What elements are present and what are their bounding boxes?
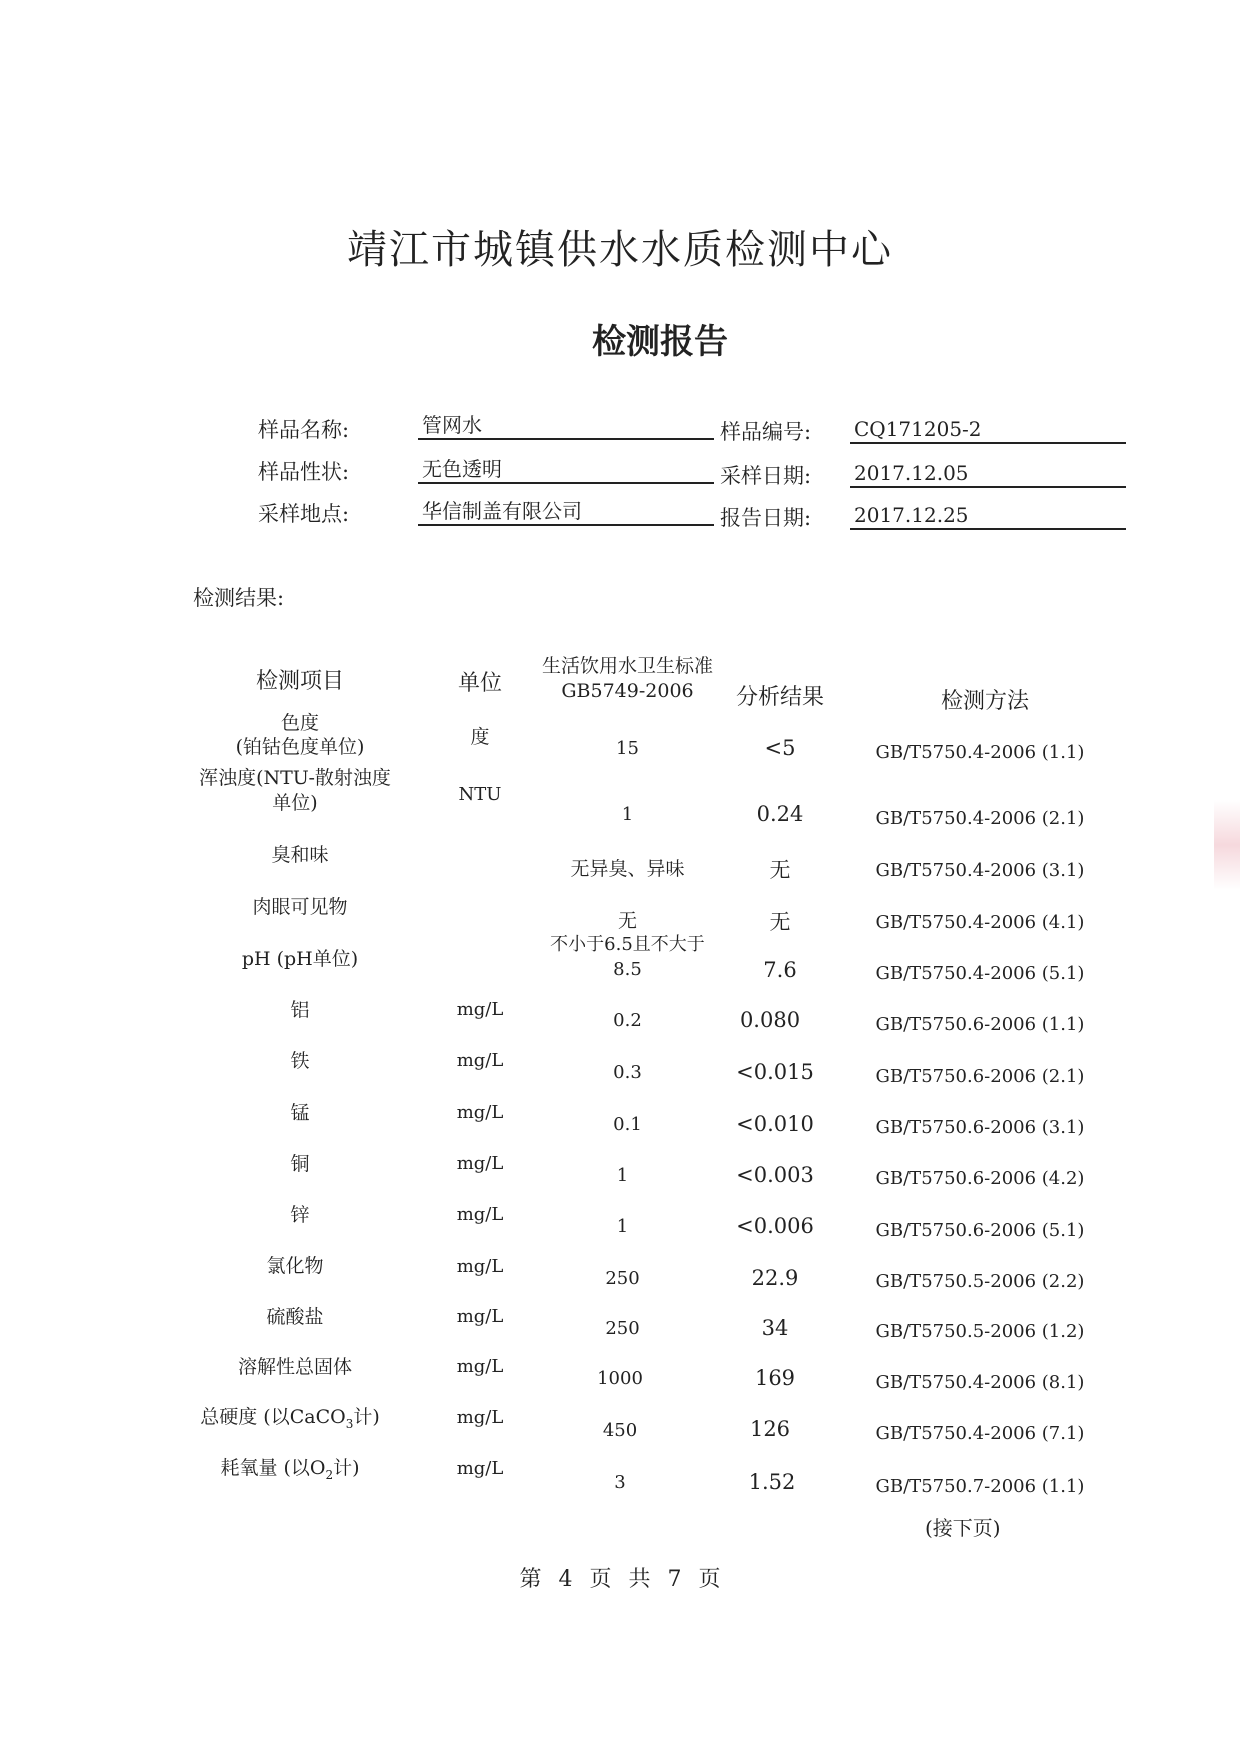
report-title: 检测报告 [592, 322, 728, 362]
item-text: 耗氧量 (以O [220, 1457, 326, 1479]
item-text-post: 计) [353, 1406, 380, 1428]
table-row-item: 浑浊度(NTU-散射浊度单位) [199, 767, 391, 814]
table-row-result: <0.003 [736, 1163, 814, 1187]
table-row-method: GB/T5750.7-2006 (1.1) [875, 1476, 1085, 1497]
table-row-result: 无 [769, 910, 791, 934]
table-row-method: GB/T5750.4-2006 (4.1) [875, 912, 1085, 933]
sampling-site-label: 采样地点: [258, 502, 350, 526]
header-result: 分析结果 [735, 685, 824, 710]
table-row-item: 色度 [280, 712, 319, 734]
table-row-item: 铝 [290, 999, 310, 1021]
table-row-standard: 1 [621, 804, 634, 825]
table-row-method: GB/T5750.6-2006 (2.1) [875, 1066, 1085, 1087]
table-row-standard: 不小于6.5且不大于8.5 [550, 934, 705, 980]
sample-name-label: 样品名称: [258, 418, 350, 442]
table-row-standard: 无 [617, 910, 637, 932]
table-row-result: 无 [769, 858, 791, 882]
item-subscript: 3 [345, 1416, 354, 1431]
table-row-result: <5 [764, 736, 796, 760]
table-row-item: 锰 [290, 1102, 310, 1124]
table-row-method: GB/T5750.4-2006 (5.1) [875, 963, 1085, 984]
table-row-method: GB/T5750.6-2006 (5.1) [875, 1220, 1085, 1241]
sample-state-value: 无色透明 [418, 456, 714, 484]
table-row-standard: 450 [602, 1420, 638, 1441]
table-row-item [180, 1453, 400, 1482]
report-date-value: 2017.12.25 [850, 502, 1126, 530]
seal-stamp-edge [1214, 800, 1240, 890]
table-row-method: GB/T5750.5-2006 (2.2) [875, 1271, 1085, 1292]
table-row-item [180, 1402, 400, 1431]
table-row-result: 169 [754, 1366, 796, 1390]
table-row-standard: 250 [605, 1268, 640, 1289]
results-section-label: 检测结果: [193, 586, 285, 610]
continued-note: (接下页) [925, 1516, 1001, 1540]
table-row-standard: 无异臭、异味 [570, 858, 685, 880]
table-row-standard: 250 [605, 1318, 640, 1339]
table-row-unit: mg/L [456, 999, 504, 1020]
table-row-result: 22.9 [751, 1266, 799, 1290]
table-row-item: 铜 [290, 1153, 310, 1175]
item-subscript: 2 [325, 1467, 334, 1482]
table-row-unit: mg/L [456, 1306, 504, 1327]
table-row-method: GB/T5750.6-2006 (3.1) [875, 1117, 1085, 1138]
table-row-item: pH (pH单位) [241, 948, 359, 970]
table-row-method: GB/T5750.5-2006 (1.2) [875, 1321, 1085, 1342]
table-row-unit: 度 [470, 726, 490, 748]
table-row-item-sub: (铂钴色度单位) [235, 736, 365, 758]
sample-no-value: CQ171205-2 [850, 416, 1126, 444]
table-row-standard: 0.2 [613, 1010, 642, 1031]
table-row-method: GB/T5750.4-2006 (8.1) [875, 1372, 1085, 1393]
item-text-post: 计) [333, 1457, 360, 1479]
header-standard: 生活饮用水卫生标准GB5749-2006 [541, 655, 713, 702]
table-row-unit: mg/L [456, 1153, 504, 1174]
table-row-result: 34 [761, 1316, 789, 1340]
table-row-result: <0.015 [736, 1060, 814, 1084]
table-row-result: <0.010 [736, 1112, 814, 1136]
table-row-item: 臭和味 [271, 844, 329, 866]
table-row-method: GB/T5750.4-2006 (2.1) [875, 808, 1085, 829]
table-row-unit: mg/L [456, 1102, 504, 1123]
table-row-method: GB/T5750.6-2006 (4.2) [875, 1168, 1085, 1189]
table-row-item: 锌 [290, 1204, 310, 1226]
table-row-unit: mg/L [456, 1356, 504, 1377]
table-row-item: 铁 [290, 1050, 310, 1072]
table-row-method: GB/T5750.4-2006 (7.1) [875, 1423, 1085, 1444]
table-row-standard: 1 [616, 1216, 629, 1237]
table-row-unit: mg/L [456, 1458, 504, 1479]
table-row-result: 0.24 [756, 802, 804, 826]
sample-state-label: 样品性状: [258, 460, 350, 484]
table-row-item: 硫酸盐 [266, 1306, 324, 1328]
page-number: 第 4 页 共 7 页 [519, 1567, 721, 1592]
table-row-unit: mg/L [456, 1050, 504, 1071]
header-item: 检测项目 [255, 669, 344, 694]
sampling-date-label: 采样日期: [720, 464, 812, 488]
table-row-result: 7.6 [763, 958, 797, 982]
table-row-standard: 0.1 [613, 1114, 642, 1135]
table-row-standard: 3 [614, 1472, 626, 1493]
sampling-date-value: 2017.12.05 [850, 460, 1126, 488]
header-unit: 单位 [457, 671, 502, 696]
table-row-method: GB/T5750.4-2006 (3.1) [875, 860, 1085, 881]
report-date-label: 报告日期: [720, 506, 812, 530]
table-row-method: GB/T5750.4-2006 (1.1) [875, 742, 1085, 763]
item-text: 总硬度 (以CaCO [200, 1406, 346, 1428]
table-row-standard: 1000 [597, 1368, 643, 1389]
table-row-method: GB/T5750.6-2006 (1.1) [875, 1014, 1085, 1035]
table-row-standard: 15 [616, 738, 639, 759]
table-row-item: 肉眼可见物 [252, 896, 348, 918]
table-row-unit: NTU [458, 784, 502, 805]
table-row-standard: 0.3 [613, 1062, 642, 1083]
sample-name-value: 管网水 [418, 412, 714, 440]
table-row-result: 0.080 [739, 1008, 801, 1032]
sampling-site-value: 华信制盖有限公司 [418, 498, 714, 526]
table-row-unit: mg/L [456, 1204, 504, 1225]
header-method: 检测方法 [940, 689, 1029, 714]
table-row-standard: 1 [616, 1165, 629, 1186]
table-row-unit: mg/L [456, 1407, 504, 1428]
table-row-item: 溶解性总固体 [237, 1356, 352, 1378]
organization-title: 靖江市城镇供水水质检测中心 [347, 227, 893, 273]
table-row-result: 126 [749, 1417, 791, 1441]
table-row-result: <0.006 [736, 1214, 814, 1238]
table-row-item: 氯化物 [266, 1255, 324, 1277]
table-row-result: 1.52 [748, 1470, 796, 1494]
sample-no-label: 样品编号: [720, 420, 812, 444]
table-row-unit: mg/L [456, 1256, 504, 1277]
